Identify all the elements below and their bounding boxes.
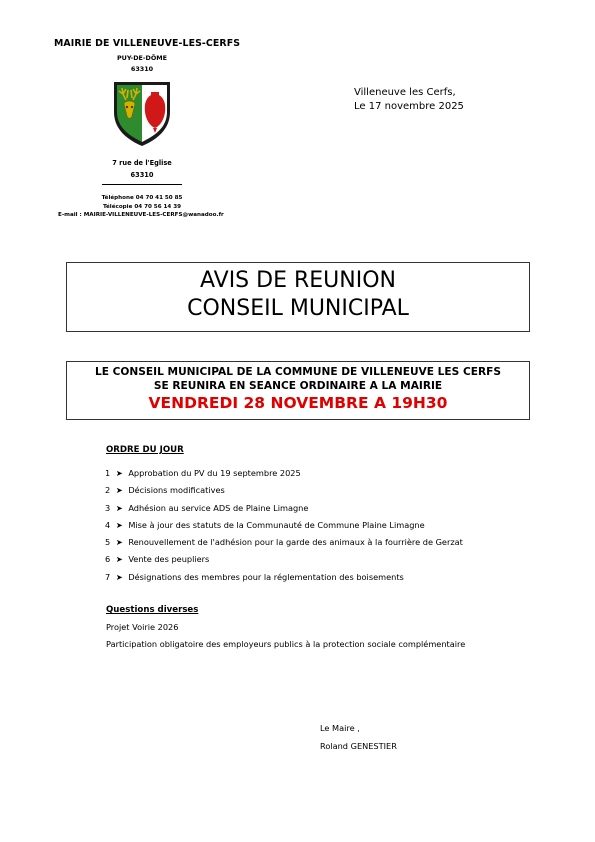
signature-block [320, 719, 397, 755]
department-name: PUY-DE-DÔME [117, 54, 167, 62]
notice-line-2: SE REUNIRA EN SEANCE ORDINAIRE A LA MAIRIE [153, 380, 443, 392]
coat-of-arms-icon [110, 78, 174, 148]
list-item [105, 503, 463, 520]
dateline [354, 86, 464, 114]
title-box [66, 262, 530, 332]
dateline-place: Villeneuve les Cerfs, [354, 87, 456, 98]
questions-diverses-list [106, 622, 465, 656]
arrow-bullet-icon: ➤ [115, 485, 123, 496]
signature-title: Le Maire , [320, 723, 360, 733]
letterhead [52, 38, 241, 218]
list-item [105, 485, 463, 502]
agenda-list [105, 468, 463, 589]
phone-block [52, 194, 232, 211]
agenda-item-text: Mise à jour des statuts de la Communauté de Commune Plaine Limagne [128, 519, 425, 530]
agenda-item-number: 4 [105, 519, 111, 530]
department-code: 63310 [130, 65, 154, 73]
arrow-bullet-icon: ➤ [115, 468, 123, 478]
agenda-item-text: Renouvellement de l'adhésion pour la garde des animaux à la fourrière de Gerzat [128, 537, 463, 548]
arrow-bullet-icon: ➤ [115, 554, 123, 565]
dateline-date: Le 17 novembre 2025 [354, 101, 464, 112]
agenda-item-number: 7 [105, 571, 111, 582]
arrow-bullet-icon: ➤ [115, 537, 123, 548]
list-item [105, 537, 463, 554]
agenda-item-text: Adhésion au service ADS de Plaine Limagne [128, 502, 309, 513]
title-line-2: CONSEIL MUNICIPAL [187, 296, 409, 321]
meeting-date: VENDREDI 28 NOVEMBRE A 19H30 [148, 394, 448, 412]
header-divider [102, 184, 182, 185]
list-item: Projet Voirie 2026 [106, 622, 179, 632]
questions-diverses-heading: Questions diverses [106, 605, 199, 615]
address-postcode: 63310 [130, 171, 154, 179]
list-item: Participation obligatoire des employeurs publics à la protection sociale complémentaire [106, 639, 466, 649]
agenda-item-number: 1 [105, 468, 111, 478]
arrow-bullet-icon: ➤ [115, 502, 123, 513]
title-line-1: AVIS DE REUNION [200, 268, 396, 293]
list-item [105, 520, 463, 537]
list-item [105, 554, 463, 571]
agenda-item-number: 5 [105, 537, 111, 548]
notice-line-1: LE CONSEIL MUNICIPAL DE LA COMMUNE DE VILLENEUVE LES CERFS [94, 366, 502, 378]
list-item [105, 572, 463, 589]
telephone: Téléphone 04 70 41 50 85 [101, 195, 183, 201]
list-item [105, 468, 463, 485]
agenda-item-text: Décisions modificatives [128, 485, 225, 496]
arrow-bullet-icon: ➤ [115, 571, 123, 582]
agenda-item-number: 3 [105, 502, 111, 513]
mairie-name: MAIRIE DE VILLENEUVE-LES-CERFS [54, 38, 241, 49]
email-address: E-mail : MAIRIE-VILLENEUVE-LES-CERFS@wanadoo.fr [58, 212, 224, 218]
agenda-item-text: Vente des peupliers [128, 554, 210, 565]
agenda-heading: ORDRE DU JOUR [106, 445, 184, 455]
agenda-item-text: Désignations des membres pour la réglementation des boisements [128, 571, 404, 582]
arrow-bullet-icon: ➤ [115, 519, 123, 530]
signature-name: Roland GENESTIER [320, 741, 397, 751]
telecopie: Télécopie 04 70 56 14 39 [102, 203, 182, 210]
agenda-item-number: 2 [105, 485, 111, 496]
address-street: 7 rue de l'Eglise [112, 159, 172, 167]
agenda-item-number: 6 [105, 554, 111, 565]
meeting-notice-box [66, 361, 530, 420]
agenda-item-text: Approbation du PV du 19 septembre 2025 [128, 468, 301, 478]
